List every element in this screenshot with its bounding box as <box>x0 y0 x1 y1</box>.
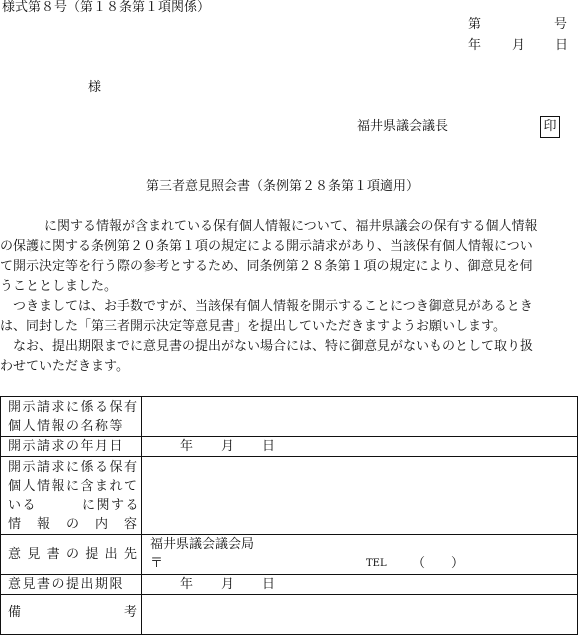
number-label: 第 <box>468 17 482 32</box>
label-request-date <box>1 437 142 457</box>
body-line: に関する情報が含まれている保有個人情報について、福井県議会の保有する個人情報 <box>44 219 538 234</box>
body-line: の保護に関する条例第２０条第１項の規定による開示請求があり、当該保有個人情報につい <box>0 239 533 254</box>
postal-tel-line <box>142 554 577 573</box>
label-line: 情 報 の 内 容 <box>8 517 137 532</box>
tel-paren: （ ） <box>412 556 465 571</box>
sender-name: 福井県議会議長 <box>357 119 449 134</box>
field-submission-address <box>142 535 578 575</box>
field-info-content[interactable] <box>142 457 578 535</box>
date-month: 月 <box>512 38 526 53</box>
info-table <box>0 396 578 635</box>
seal-stamp-box: 印 <box>540 116 560 138</box>
body-line: つきましては、お手数ですが、当該保有個人情報を開示することにつき御意見があるとき <box>13 299 533 314</box>
label-line: 開示請求の年月日 <box>8 439 125 454</box>
row-submission-address <box>1 535 578 575</box>
body-line: て開示決定等を行う際の参考とするため、同条例第２８条第１項の規定により、御意見を伺 <box>0 259 533 274</box>
field-request-date[interactable] <box>142 437 578 457</box>
body-line: わせていただきます。 <box>0 359 129 374</box>
field-info-name[interactable] <box>142 397 578 437</box>
number-suffix: 号 <box>554 17 568 32</box>
body-line: なお、提出期限までに意見書の提出がない場合には、特に御意見がないものとして取り扱 <box>13 339 534 354</box>
date-day: 日 <box>555 38 569 53</box>
field-deadline[interactable] <box>142 575 578 595</box>
body-line: は、同封した「第三者開示決定等意見書」を提出していただきますようお願いします。 <box>0 319 506 334</box>
label-submission-address <box>1 535 142 575</box>
addressee-suffix: 様 <box>88 80 102 95</box>
form-number: 様式第８号（第１８条第１項関係） <box>2 0 211 15</box>
label-line: 個人情報の名称等 <box>8 419 125 434</box>
row-info-content <box>1 457 578 535</box>
label-line: 開示請求に係る保有 <box>8 460 139 475</box>
label-line: 意見書の提出期限 <box>8 577 125 592</box>
label-line: 個人情報に含まれて <box>8 479 139 494</box>
postal-mark: 〒 <box>150 556 164 571</box>
label-line: いる に関する <box>8 498 141 513</box>
row-remarks <box>1 595 578 635</box>
row-deadline <box>1 575 578 595</box>
label-line: 意 見 書 の 提 出 先 <box>8 547 137 562</box>
tel-label: TEL <box>366 558 387 569</box>
row-request-date <box>1 437 578 457</box>
label-deadline <box>1 575 142 595</box>
label-info-content <box>1 457 142 535</box>
label-line: 備 考 <box>8 605 137 620</box>
body-line: うこととしました。 <box>0 279 118 294</box>
date-placeholder: 年 月 日 <box>180 439 276 454</box>
label-remarks <box>1 595 142 635</box>
field-remarks[interactable] <box>142 595 578 635</box>
submission-office: 福井県議会議会局 <box>150 537 255 552</box>
document-title: 第三者意見照会書（条例第２８条第１項適用） <box>146 179 420 194</box>
row-info-name <box>1 397 578 437</box>
label-line: 開示請求に係る保有 <box>8 400 139 415</box>
label-info-name <box>1 397 142 437</box>
date-year: 年 <box>468 38 482 53</box>
date-placeholder: 年 月 日 <box>180 577 276 592</box>
